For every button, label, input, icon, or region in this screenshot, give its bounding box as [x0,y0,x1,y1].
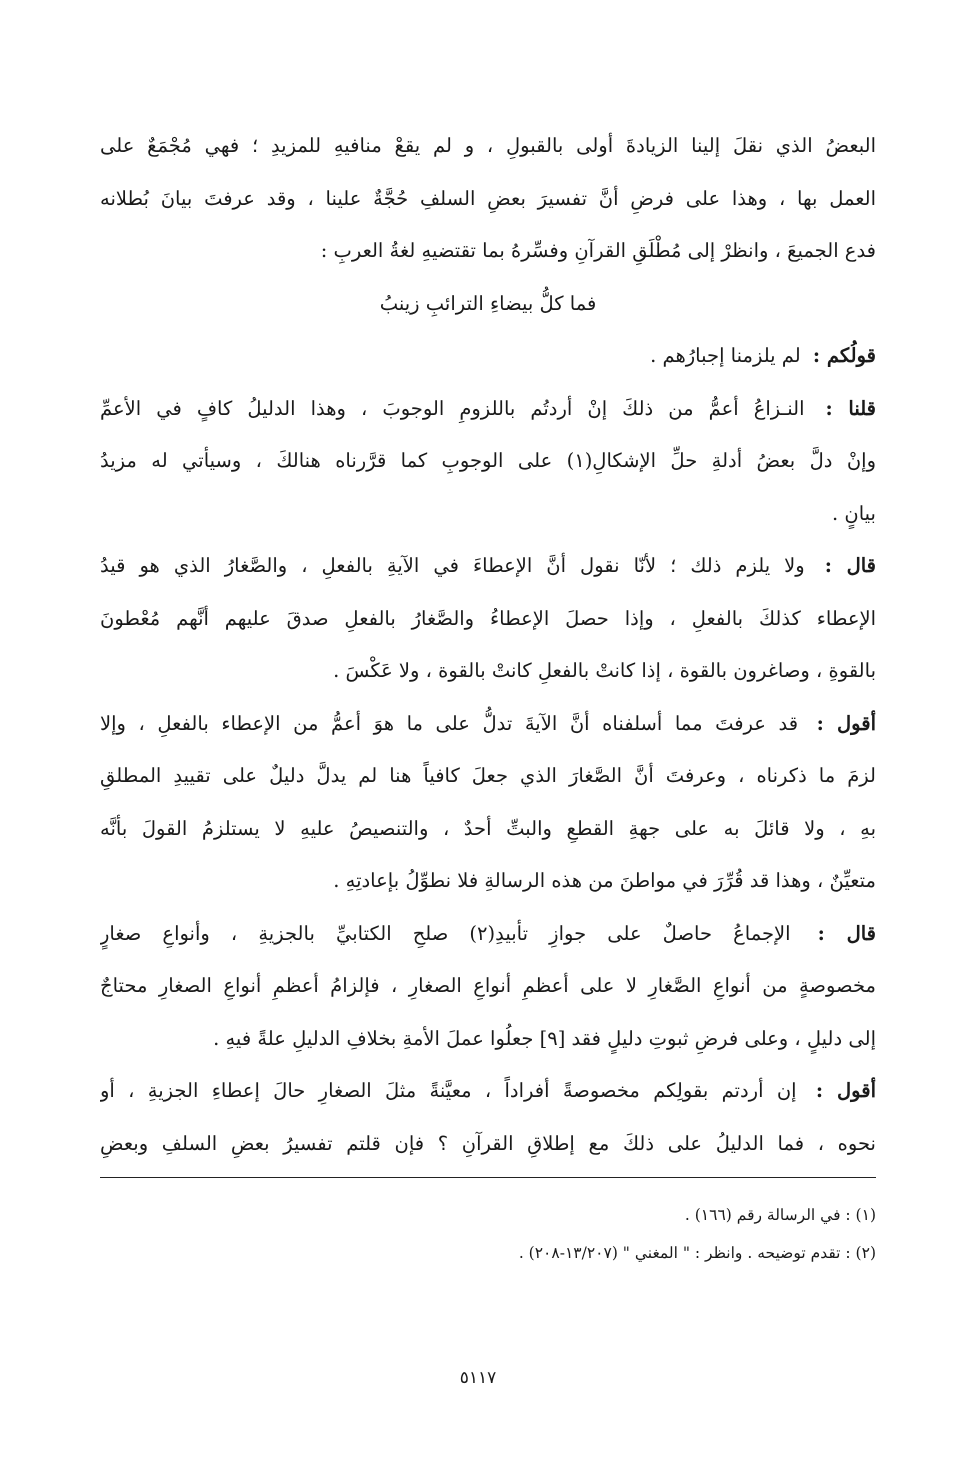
text-line-1: البعضُ الذي نقلَ إلينا الزيادةَ أولى بالقبولِ ، و لم يقعْ منافيهِ للمزيدِ ؛ فهي مُجْمَعٌ على [100,134,876,157]
lead-word: قولُكم : [812,344,876,367]
text-line-14: بهِ ، ولا قائلَ به على جهةِ القطعِ والبتِّ أحدٌ ، والتنصيصُ عليهِ لا يستلزمُ القولَ بأنَّه [100,816,876,840]
text-line-5: قولُكم : لم يلزمنا إجبارُهم . [650,344,876,367]
text-line-20: نحوه ، فما الدليلُ على ذلكَ مع إطلاقِ القرآنِ ؟ فإن قلتم تفسيرُ بعضِ السلفِ وبعضِ [100,1131,876,1155]
lead-word: أقول : [815,1079,876,1102]
text-line-16: قال : الإجماعُ حاصلٌ على جوازِ تأبيدِ(٢) صلحِ الكتابيِّ بالجزيةِ ، وأنواعِ صغارٍ [100,921,876,945]
footnote-1: (١) : في الرسالة رقم (١٦٦) . [684,1206,876,1224]
text-line-6: قلنا : النـزاعُ أعمُّ من ذلكَ إنْ أردتُم باللزومِ الوجوبَ ، وهذا الدليلُ كافٍ في الأعمِّ [100,396,876,420]
page-number: ٥١١٧ [459,1368,497,1388]
text-line-9: قال : ولا يلزم ذلك ؛ لأنّا نقول أنَّ الإعطاءَ في الآيةِ بالفعلِ ، والصَّغارُ الذي هو قيدُ [100,554,876,577]
lead-word: قال : [824,554,876,577]
text-line-7: وإنْ دلَّ بعضُ أدلةِ حلِّ الإشكالِ(١) على الوجوبِ كما قرَّرناه هنالكَ ، وسيأتي له مزيدُ [100,449,876,472]
text-line-18: إلى دليلٍ ، وعلى فرضِ ثبوتِ دليلٍ فقد [٩] جعلُوا عملَ الأمةِ بخلافِ الدليلِ علةً فيهِ . [213,1026,876,1050]
text-line-10: الإعطاء كذلكَ بالفعلِ ، وإذا حصلَ الإعطاءُ والصَّغارُ بالفعلِ صدقَ عليهم أنَّهم مُعْطونَ [100,606,876,630]
lead-word: أقول : [816,711,876,735]
text-line-11: بالقوةِ ، وصاغرون بالقوة ، إذا كانتْ بالفعلِ كانتْ بالقوة ، ولا عَكْسَ . [333,659,876,682]
footnote-divider [100,1177,876,1178]
text-line-15: متعيِّنٌ ، وهذا قد قُرِّرَ في مواطنَ من هذه الرسالةِ فلا نطوِّلُ بإعادتِهِ . [333,869,876,892]
lead-word: قال : [817,921,876,945]
text-line-17: مخصوصةٍ من أنواعِ الصَّغارِ لا على أعظمِ أنواعِ الصغارِ ، فإلزامُ أعظمِ أنواعِ الصغارِ محتاجٌ [100,974,876,997]
text-line-8: بيانٍ . [832,501,876,525]
footnote-2: (٢) : تقدم توضيحه . وانظر : " المغني " (١٣/٢٠٧-٢٠٨) . [518,1244,876,1262]
main-text [100,120,876,1170]
text-line-2: العمل بها ، وهذا على فرضِ أنَّ تفسيرَ بعضِ السلفِ حُجَّةٌ علينا ، وقد عرفتَ بيانَ بُطلانه [100,186,876,210]
footnotes [100,1196,876,1272]
text-line-3: فدع الجميعَ ، وانظرْ إلى مُطْلَقِ القرآنِ وفسِّرهُ بما تقتضيهِ لغةُ العربِ : [320,239,876,262]
verse-line: فما كلُّ بيضاءِ الترائبِ زينبُ [379,291,597,315]
text-line-19: أقول : إن أردتم بقولِكم مخصوصةً أفراداً ، معيَّنةً مثلَ الصغارِ حالَ إعطاءِ الجزيةِ ، أو [100,1079,876,1102]
lead-word: قلنا : [825,396,876,420]
text-line-13: لزمَ ما ذكرناه ، وعرفتَ أنَّ الصَّغارَ الذي جعلَ كافياً هنا لم يدلَّ دليلٌ على تقييدِ المطلقِ [100,764,876,787]
text-line-12: أقول : قد عرفتَ مما أسلفناه أنَّ الآيةَ تدلُّ على ما هوَ أعمُّ من الإعطاء بالفعلِ ، وإلا [100,711,876,735]
